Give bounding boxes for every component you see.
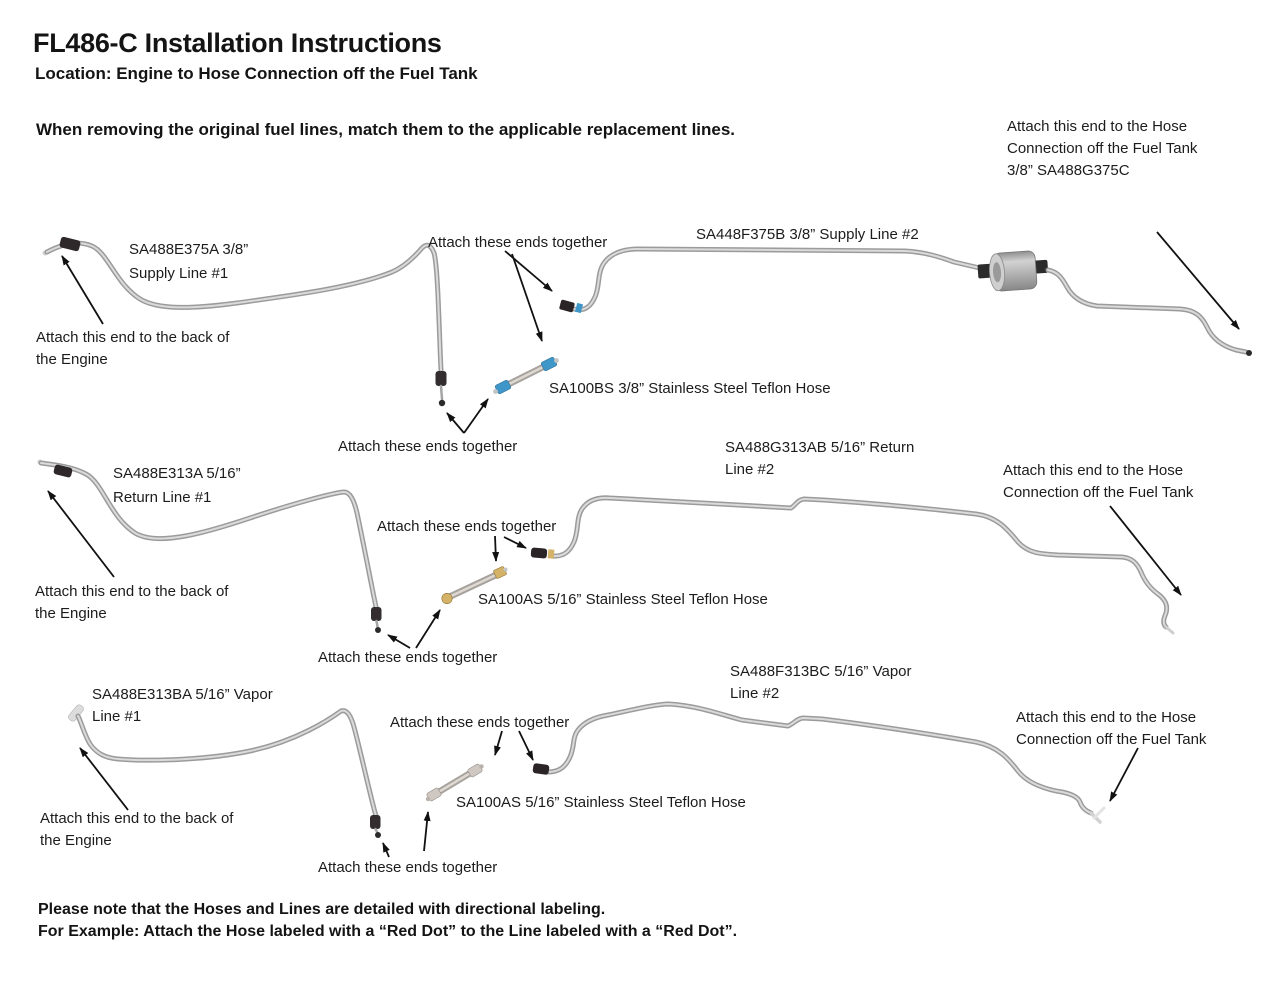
return-line-2-end-stub [1166, 627, 1173, 633]
arrow-engine-1 [62, 256, 103, 324]
arrow-attach-1b [512, 254, 542, 341]
part-number: SA488G313AB 5/16” Return [725, 439, 915, 456]
supply-line-2-tube-front [574, 249, 984, 310]
return-line-1-end-stub [377, 621, 378, 627]
supply-line-1-end-stub [441, 386, 442, 399]
arrow-attach-2d [416, 610, 440, 648]
note-line: Attach this end to the back of [35, 583, 229, 600]
note-line: Connection off the Fuel Tank [1003, 484, 1194, 501]
hose-3-nub-right [479, 764, 483, 768]
label-hose-2: SA100AS 5/16” Stainless Steel Teflon Hose [478, 591, 768, 608]
label-supply-line-2: SA448F375B 3/8” Supply Line #2 [696, 226, 919, 243]
vapor-line-2-start-fitting [532, 763, 549, 775]
supply-line-2-tube-rear [1048, 270, 1246, 352]
part-number: SA488E313A 5/16” [113, 465, 241, 482]
part-number: SA488E375A 3/8” [129, 241, 249, 258]
page-subtitle: Location: Engine to Hose Connection off the Fuel Tank [35, 64, 478, 83]
label-hose-3: SA100AS 5/16” Stainless Steel Teflon Hose [456, 794, 746, 811]
fuel-filter [977, 250, 1049, 293]
hose-3-nub-left [426, 797, 430, 801]
note-tank-2 [1003, 460, 1193, 504]
hose-1-nub-left [493, 389, 498, 394]
note-line: the Engine [35, 605, 107, 622]
arrow-attach-2a [495, 536, 496, 561]
label-supply-line-1 [129, 238, 248, 286]
part-name: Return Line #1 [113, 489, 212, 506]
supply-line-1-end-fitting [436, 371, 447, 386]
note-tank-3 [1016, 707, 1206, 751]
label-vapor-line-2 [730, 661, 912, 705]
intro-note: When removing the original fuel lines, match them to the applicable replacement lines. [36, 120, 736, 139]
label-vapor-line-1 [92, 684, 273, 728]
part-number: SA488F313BC 5/16” Vapor [730, 663, 912, 680]
note-line: 3/8” SA488G375C [1007, 162, 1130, 179]
arrow-attach-3d [424, 812, 428, 851]
note-line: Attach this end to the Hose [1003, 462, 1184, 479]
part-name: Line #2 [725, 461, 775, 478]
note-line: Connection off the Fuel Tank [1007, 140, 1198, 157]
arrow-attach-3a [495, 731, 502, 755]
vapor-line-1-end-dot [375, 832, 381, 838]
note-line: Attach this end to the Hose [1007, 118, 1188, 135]
note-line: Connection off the Fuel Tank [1016, 731, 1207, 748]
page-title: FL486-C Installation Instructions [33, 28, 442, 58]
part-name: Line #2 [730, 685, 780, 702]
footer-note-1: Please note that the Hoses and Lines are detailed with directional labeling. [38, 901, 606, 918]
arrow-attach-1d [464, 399, 488, 433]
note-tank-top [1007, 116, 1197, 182]
note-engine-3 [40, 808, 233, 852]
supply-line-1-engine-fitting [59, 236, 81, 252]
return-line-1-end-fitting [371, 607, 382, 621]
hose-2-nub-right [504, 568, 508, 572]
label-return-line-1 [113, 462, 241, 510]
arrow-attach-3b [519, 731, 533, 760]
arrow-attach-1a [505, 251, 552, 291]
note-attach-2-top: Attach these ends together [377, 518, 557, 535]
return-line-2-start-fitting [531, 547, 548, 558]
vapor-line-1-end-fitting [370, 815, 381, 829]
supply-line-2-tube-front [574, 249, 984, 310]
arrow-attach-2b [504, 537, 526, 548]
vapor-line-2-white-fitting [1094, 808, 1104, 818]
supply-line-2-end-dot [1246, 350, 1252, 356]
note-attach-1-bottom: Attach these ends together [338, 438, 518, 455]
arrow-attach-3c [383, 843, 389, 857]
arrow-attach-1c [447, 413, 464, 433]
note-line: the Engine [36, 351, 108, 368]
vapor-line-1-end-stub [376, 829, 378, 832]
note-attach-3-bottom: Attach these ends together [318, 859, 498, 876]
note-attach-2-bottom: Attach these ends together [318, 649, 498, 666]
note-line: the Engine [40, 832, 112, 849]
return-line-1-end-dot [375, 627, 381, 633]
part-number: SA488E313BA 5/16” Vapor [92, 686, 273, 703]
note-line: Attach this end to the back of [36, 329, 230, 346]
supply-line-1-end-dot [439, 400, 445, 406]
note-engine-2 [35, 581, 228, 625]
note-line: Attach this end to the Hose [1016, 709, 1197, 726]
hose-2-gold-fitting-left [442, 593, 452, 603]
note-line: Attach this end to the back of [40, 810, 234, 827]
label-hose-1: SA100BS 3/8” Stainless Steel Teflon Hose [549, 380, 831, 397]
return-line-2-gold-band [548, 549, 555, 558]
arrow-engine-2 [48, 491, 114, 577]
arrow-tank-3 [1110, 748, 1138, 801]
label-return-line-2 [725, 437, 914, 481]
note-engine-1 [36, 327, 229, 371]
note-attach-1-top: Attach these ends together [428, 234, 608, 251]
part-name: Supply Line #1 [129, 265, 229, 282]
part-name: Line #1 [92, 708, 142, 725]
hose-1-nub-right [554, 358, 559, 363]
footer-note-2: For Example: Attach the Hose labeled with a “Red Dot” to the Line labeled with a “Red Dot”. [38, 923, 738, 940]
note-attach-3-top: Attach these ends together [390, 714, 570, 731]
supply-line-2-start-fitting [559, 299, 575, 312]
